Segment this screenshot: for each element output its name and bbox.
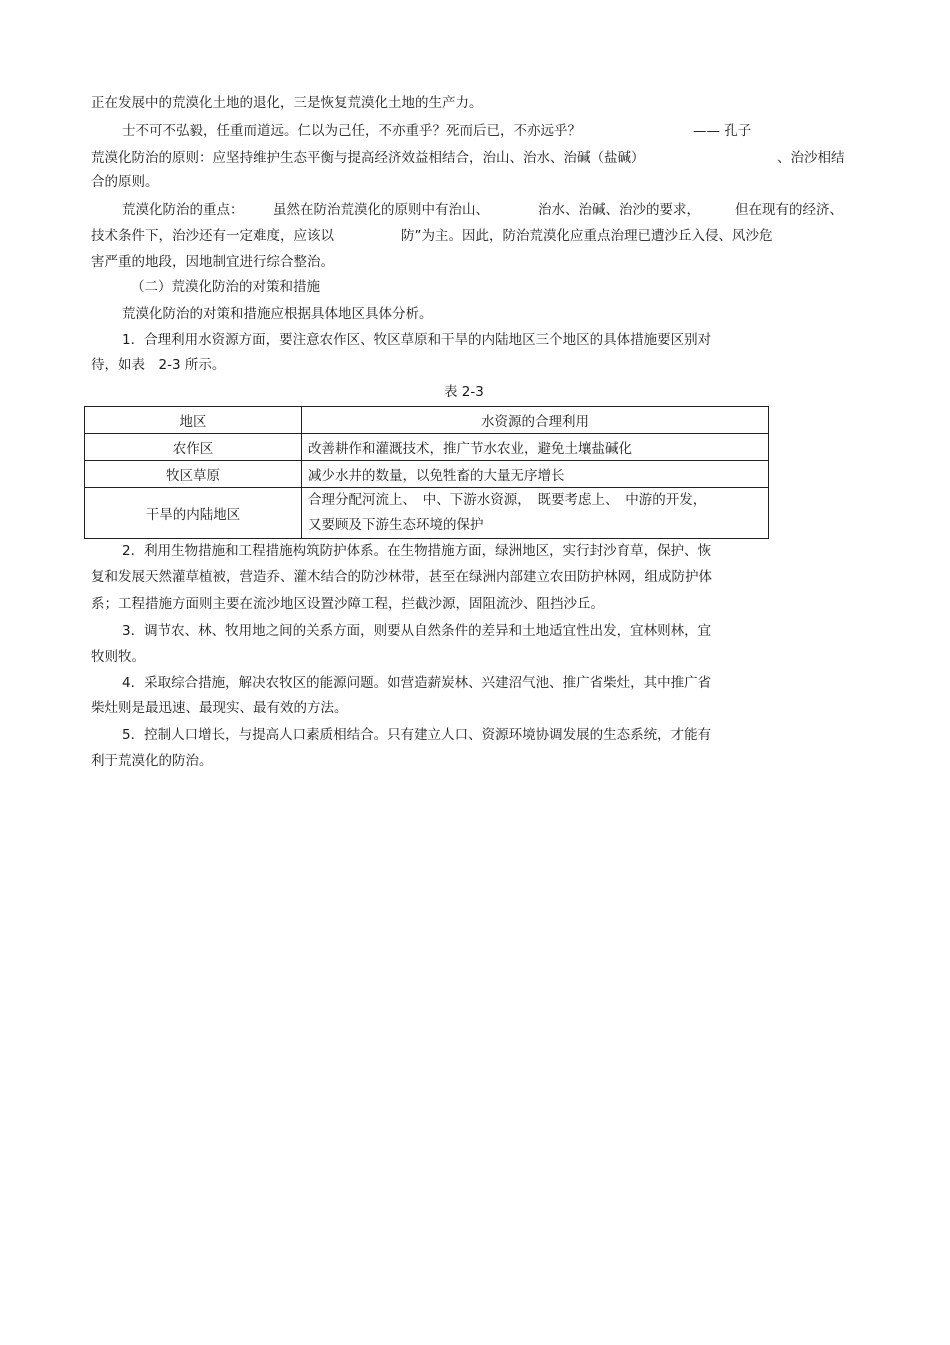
table-cell-measure bbox=[302, 488, 769, 539]
paragraph-line: 技术条件下，治沙还有一定难度，应该以 bbox=[91, 228, 334, 244]
list-item: 3．调节农、林、牧用地之间的关系方面，则要从自然条件的差异和土地适宜性出发，宜林则林，宜 bbox=[122, 623, 712, 639]
table-cell-measure-line: 又要顾及下游生态环境的保护 bbox=[308, 517, 484, 533]
list-item: 1．合理利用水资源方面，要注意农作区、牧区草原和干旱的内陆地区三个地区的具体措施要区别对 bbox=[122, 332, 712, 348]
quote-author: —— 孔子 bbox=[693, 123, 752, 139]
list-item: 系；工程措施方面则主要在流沙地区设置沙障工程，拦截沙源，固阻流沙、阻挡沙丘。 bbox=[91, 596, 604, 612]
list-item: 2．利用生物措施和工程措施构筑防护体系。在生物措施方面，绿洲地区，实行封沙育草，保护、恢 bbox=[122, 543, 712, 559]
list-item: 牧则牧。 bbox=[91, 649, 145, 665]
paragraph-line: 害严重的地段，因地制宜进行综合整治。 bbox=[91, 254, 334, 270]
paragraph-line: 防”为主。因此，防治荒漠化应重点治理已遭沙丘入侵、风沙危 bbox=[401, 228, 773, 244]
table-cell-measure: 改善耕作和灌溉技术，推广节水农业，避免土壤盐碱化 bbox=[302, 434, 769, 461]
paragraph-line: 、治沙相结 bbox=[777, 150, 845, 166]
list-item: 待，如表 2-3 所示。 bbox=[91, 357, 226, 373]
list-item: 5．控制人口增长，与提高人口素质相结合。只有建立人口、资源环境协调发展的生态系统，才能有 bbox=[122, 727, 712, 743]
list-item: 利于荒漠化的防治。 bbox=[91, 753, 213, 769]
paragraph-line: 正在发展中的荒漠化土地的退化，三是恢复荒漠化土地的生产力。 bbox=[91, 95, 483, 111]
paragraph-line: 合的原则。 bbox=[91, 174, 159, 190]
paragraph-line: 治水、治碱、治沙的要求， bbox=[538, 202, 700, 218]
table-cell-region: 牧区草原 bbox=[85, 461, 302, 488]
list-item: 4．采取综合措施，解决农牧区的能源问题。如营造薪炭林、兴建沼气池、推广省柴灶，其中推广省 bbox=[122, 675, 712, 691]
table-row bbox=[85, 488, 769, 539]
paragraph-line: 荒漠化防治的原则：应坚持维护生态平衡与提高经济效益相结合，治山、治水、治碱（盐碱） bbox=[91, 150, 645, 166]
water-resource-table bbox=[84, 406, 769, 539]
paragraph-line: 虽然在防治荒漠化的原则中有治山、 bbox=[273, 202, 489, 218]
table-header-cell: 水资源的合理利用 bbox=[302, 407, 769, 434]
table-cell-region: 干旱的内陆地区 bbox=[85, 488, 302, 539]
table-cell-measure: 减少水井的数量，以免牲畜的大量无序增长 bbox=[302, 461, 769, 488]
table-header-row bbox=[85, 407, 769, 434]
paragraph-line: 荒漠化防治的对策和措施应根据具体地区具体分析。 bbox=[122, 306, 433, 322]
table-caption: 表 2-3 bbox=[444, 384, 484, 400]
section-heading: （二）荒漠化防治的对策和措施 bbox=[131, 279, 320, 295]
paragraph-line: 荒漠化防治的重点： bbox=[122, 202, 244, 218]
list-item: 复和发展天然灌草植被，营造乔、灌木结合的防沙林带，甚至在绿洲内部建立农田防护林网，组成防护体 bbox=[91, 569, 712, 585]
list-item: 柴灶则是最迅速、最现实、最有效的方法。 bbox=[91, 700, 348, 716]
table-cell-measure-line: 合理分配河流上、 中、下游水资源， 既要考虑上、 中游的开发， bbox=[308, 492, 707, 508]
table-row bbox=[85, 461, 769, 488]
table-cell-region: 农作区 bbox=[85, 434, 302, 461]
paragraph-line: 但在现有的经济、 bbox=[735, 202, 843, 218]
table-row bbox=[85, 434, 769, 461]
table-header-cell: 地区 bbox=[85, 407, 302, 434]
quote-line: 士不可不弘毅，任重而道远。仁以为己任，不亦重乎？死而后已，不亦远乎？ bbox=[122, 123, 581, 139]
